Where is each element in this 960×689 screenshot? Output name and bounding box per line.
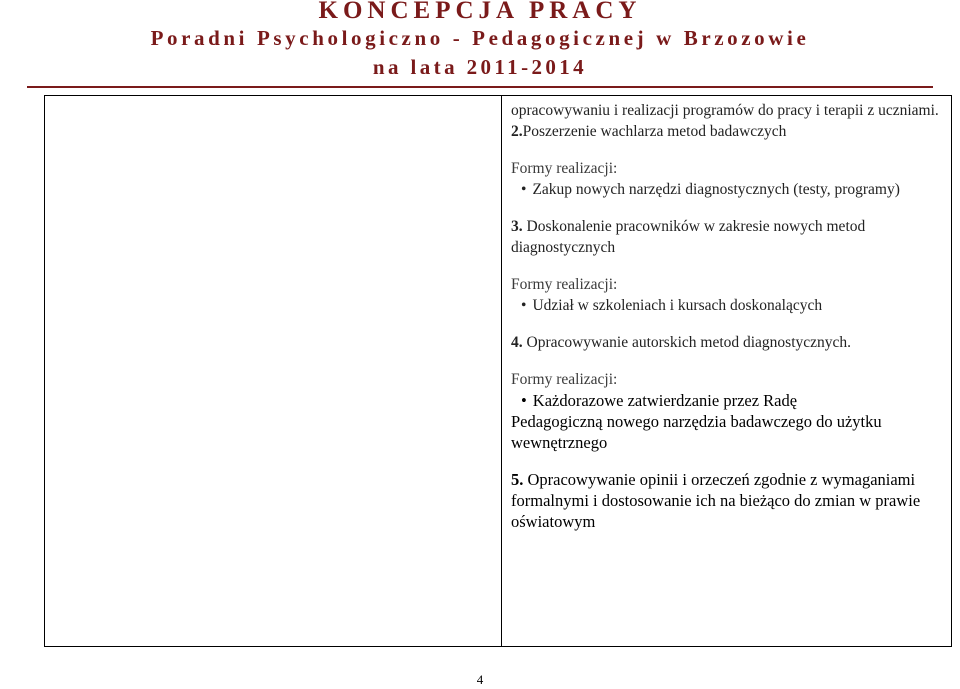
header-years: na lata 2011-2014 [372,55,588,79]
item-4-number: 4. [511,334,523,351]
item-3-number: 3. [511,218,523,235]
bullet-item: • Zakup nowych narzędzi diagnostycznych (testy, programy) [511,179,941,200]
header-rule [27,86,933,88]
paragraph-continued: opracowywaniu i realizacji programów do pracy i terapii z uczniami. [511,102,939,119]
item-3-text: Doskonalenie pracowników w zakresie nowych metod diagnostycznych [511,218,866,256]
item-2-number: 2. [511,123,523,140]
item-3 [511,216,941,258]
item-5 [511,469,941,532]
item-4-text: Opracowywanie autorskich metod diagnostycznych. [526,334,852,351]
item-4 [511,332,941,353]
item-2 [511,121,941,142]
forms-label: Formy realizacji: [511,371,618,388]
forms-label: Formy realizacji: [511,160,618,177]
content-table [44,95,952,647]
item-5-number: 5. [511,470,524,489]
bullet-item: • Każdorazowe zatwierdzanie przez Radę [511,390,941,411]
header-subtitle: Poradni Psychologiczno - Pedagogicznej w Brzozowie [150,26,810,50]
right-cell [511,100,941,532]
item-2-text: Poszerzenie wachlarza metod badawczych [522,123,787,140]
column-divider [501,96,502,646]
page-number: 4 [476,672,484,687]
bullet-item: • Udział w szkoleniach i kursach doskonalących [511,295,941,316]
bullet-continuation: Pedagogiczną nowego narzędzia badawczego do użytku wewnętrznego [511,412,882,452]
header-title: KONCEPCJA PRACY [318,0,642,24]
forms-label: Formy realizacji: [511,276,618,293]
item-5-text: Opracowywanie opinii i orzeczeń zgodnie z wymaganiami formalnymi i dostosowanie ich na bieżąco do zmian w prawie oświatowym [511,470,921,531]
